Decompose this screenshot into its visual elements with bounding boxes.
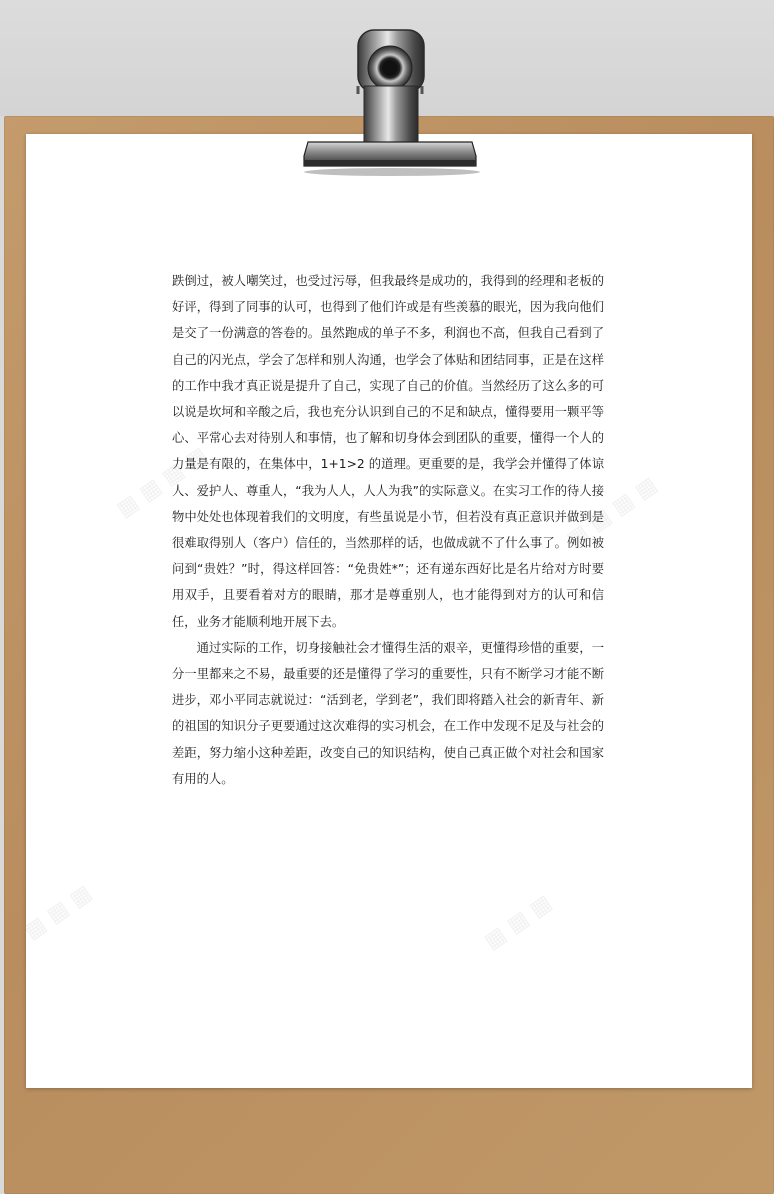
document-body bbox=[172, 268, 604, 792]
paragraph-1: 跌倒过，被人嘲笑过，也受过污辱，但我最终是成功的，我得到的经理和老板的好评，得到了同事的认可，也得到了他们许或是有些羡慕的眼光，因为我向他们是交了一份满意的答卷的。虽然跑成的单子不多，利润也不高，但我自己看到了自己的闪光点，学会了怎样和别人沟通，也学会了体贴和团结同事，正是在这样的工作中我才真正说是提升了自己，实现了自己的价值。当然经历了这么多的可以说是坎坷和辛酸之后，我也充分认识到自己的不足和缺点，懂得要用一颗平等心、平常心去对待别人和事情，也了解和切身体会到团队的重要，懂得一个人的力量是有限的，在集体中，1+1>2 的道理。更重要的是，我学会并懂得了体谅人、爱护人、尊重人，“我为人人，人人为我”的实际意义。在实习工作的待人接物中处处也体现着我们的文明度，有些虽说是小节，但若没有真正意识并做到是很难取得别人（客户）信任的，当然那样的话，也做成就不了什么事了。例如被问到“贵姓？”时，得这样回答：“免贵姓*”；还有递东西好比是名片给对方时要用双手，且要看着对方的眼睛，那才是尊重别人，也才能得到对方的认可和信任，业务才能顺利地开展下去。 bbox=[172, 274, 604, 629]
paragraph-2: 通过实际的工作，切身接触社会才懂得生活的艰辛，更懂得珍惜的重要，一分一里都来之不易，最重要的还是懂得了学习的重要性，只有不断学习才能不断进步，邓小平同志就说过：“活到老，学到老”，我们即将踏入社会的新青年、新的祖国的知识分子更要通过这次难得的实习机会，在工作中发现不足及与社会的差距，努力缩小这种差距，改变自己的知识结构，使自己真正做个对社会和国家有用的人。 bbox=[172, 640, 604, 786]
binder-clip-icon bbox=[300, 24, 480, 176]
